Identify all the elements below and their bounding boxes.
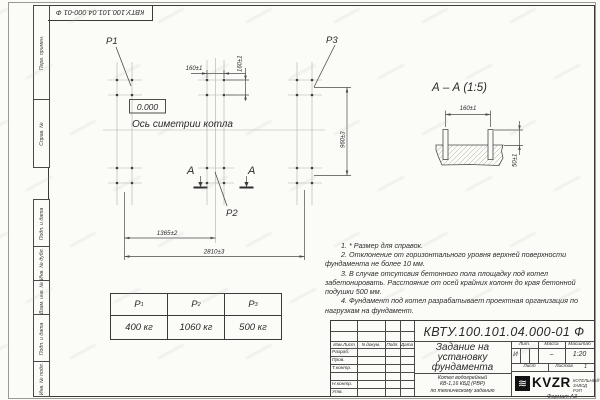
section-dim-lines bbox=[446, 111, 524, 156]
col-data: Дата bbox=[400, 342, 414, 347]
row-utv: Утв. bbox=[332, 390, 343, 395]
row-tkontr: Т.контр. bbox=[332, 366, 352, 371]
scale-value: 1:20 bbox=[572, 351, 587, 358]
plan-view bbox=[103, 35, 351, 260]
frame-field-vzam-inv: Взам. инв. № bbox=[33, 280, 50, 316]
load-table bbox=[110, 293, 282, 340]
frame-field-sprav-n: Справ. № bbox=[33, 99, 50, 168]
col-podp: Подп. bbox=[386, 342, 399, 347]
col-n-dokum: N докум. bbox=[361, 342, 381, 347]
note-1: 1. * Размер для справок. bbox=[341, 241, 423, 250]
section-a-a-view bbox=[416, 82, 545, 172]
kvzr-logo-icon: ≋ bbox=[515, 376, 530, 391]
drawing-subtitle: Котел водогрейный КВ-1,16 КБД (РВР) по техническому заданию bbox=[430, 374, 495, 395]
scale-label: Масштаб bbox=[568, 342, 591, 347]
sheets-label: Листов bbox=[555, 364, 573, 369]
load-table-value-p1: 400 кг bbox=[111, 316, 168, 339]
section-dim-height: 50±1 bbox=[512, 153, 519, 167]
note-3: 3. В случае отсутсвия бетонного пола площадку под котел забетонировать. Расстояние от осей крайних колонн до края бетонной подушки 500 мм. bbox=[325, 268, 576, 297]
load-table-value-p3: 500 кг bbox=[239, 322, 267, 333]
elevation-mark: 0.000 bbox=[136, 102, 159, 112]
dim-total: 2810±3 bbox=[203, 248, 225, 256]
section-letter-right: А bbox=[248, 165, 256, 177]
load-table-header-p2: P 2 bbox=[168, 294, 225, 316]
sheet-label: Лист bbox=[523, 364, 536, 369]
concrete-hatch bbox=[416, 138, 545, 172]
mass-label: Масса bbox=[544, 342, 559, 347]
axis-of-symmetry-label: Ось симетрии котла bbox=[132, 119, 233, 130]
load-table-header-p1: P 1 bbox=[111, 294, 168, 316]
title-block-doc-number: КВТУ.100.101.04.000-01 Ф bbox=[423, 325, 585, 339]
dim-group-v: 160±1 bbox=[237, 55, 244, 72]
col-izm-list: Изм.Лист bbox=[333, 342, 355, 347]
dim-group-h: 160±1 bbox=[185, 66, 203, 72]
load-table-header-p3: P 3 bbox=[225, 294, 281, 316]
frame-field-inv-podl: Инв. № подл. bbox=[33, 361, 50, 397]
format-label: Формат А3 bbox=[546, 394, 578, 400]
plan-centerlines bbox=[103, 58, 325, 243]
p2-label: P2 bbox=[226, 208, 238, 219]
section-cut-marks bbox=[186, 165, 255, 188]
rotated-doc-number: КВТУ.100.101.04.000-01 Ф bbox=[55, 8, 145, 17]
row-prov: Пров. bbox=[332, 358, 345, 363]
frame-field-podp-data-2: Подп. и дата bbox=[33, 314, 50, 363]
row-razrab: Разраб. bbox=[332, 350, 350, 355]
sheets-value: 1 bbox=[583, 363, 588, 370]
anchor-bolt-right bbox=[488, 130, 493, 160]
anchor-bolt-left bbox=[443, 130, 448, 160]
dim-rows: 960±3 bbox=[340, 131, 347, 148]
technical-notes bbox=[325, 241, 589, 315]
row-nkontr: Н.контр. bbox=[332, 382, 353, 387]
p3-label: P3 bbox=[326, 35, 338, 46]
section-letter-left: А bbox=[187, 165, 195, 177]
kvzr-logo-caption: КОТЕЛЬНЫЙ ЗАВОД РЭП bbox=[573, 378, 600, 393]
dim-half: 1365±2 bbox=[156, 230, 178, 237]
note-2: 2. Отклонение от горизонтального уровня верхней поверхности фундамента не более 10 мм. bbox=[325, 250, 567, 269]
mass-value: – bbox=[549, 351, 554, 358]
p1-label: P1 bbox=[106, 36, 118, 47]
lit-value: И bbox=[513, 351, 518, 358]
kvzr-logo-text: KVZR bbox=[532, 375, 571, 390]
section-dim-spacing: 160±1 bbox=[459, 106, 477, 112]
section-title: А – А (1:5) bbox=[432, 82, 487, 94]
note-4: 4. Фундамент под котел разрабатывает проектная организация по нагрузкам на фундамент. bbox=[325, 296, 578, 315]
load-table-value-p2: 1060 кг bbox=[168, 316, 225, 339]
frame-field-perv-primen: Перв. примен. bbox=[33, 5, 50, 101]
frame-field-inv-dubl: Инв. № дубл. bbox=[33, 246, 50, 282]
title-block bbox=[330, 320, 600, 397]
drawing-title: Задание на установку фундамента bbox=[431, 342, 494, 373]
anchor-bolt-points bbox=[116, 79, 314, 185]
frame-field-podp-data-1: Подп. и дата bbox=[33, 199, 50, 248]
lit-label: Лит. bbox=[518, 342, 531, 347]
